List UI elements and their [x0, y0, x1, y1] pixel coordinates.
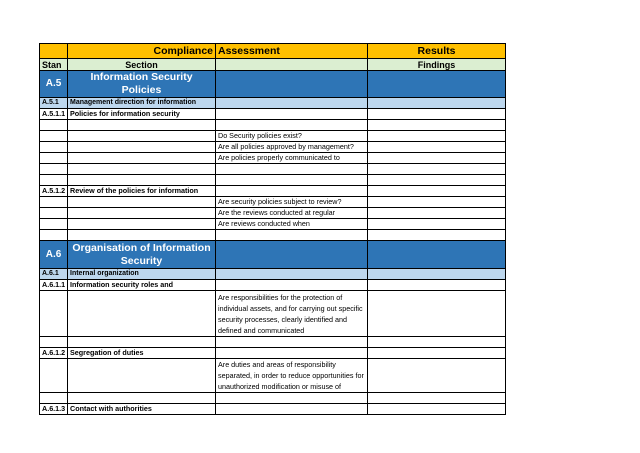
question-cell[interactable]: Are reviews conducted when: [216, 219, 368, 230]
compliance-sheet: [39, 43, 506, 415]
cell-blank[interactable]: [368, 280, 506, 291]
question-row: [40, 219, 506, 230]
header-row-title: [40, 44, 506, 59]
finding-cell[interactable]: [368, 197, 506, 208]
question-cell[interactable]: Are security policies subject to review?: [216, 197, 368, 208]
header-row-columns: [40, 59, 506, 71]
question-cell[interactable]: Do Security policies exist?: [216, 131, 368, 142]
question-row: [40, 131, 506, 142]
subsection-title[interactable]: Internal organization: [68, 269, 216, 280]
control-title[interactable]: Information security roles and: [68, 280, 216, 291]
subsection-title[interactable]: Management direction for information: [68, 98, 216, 109]
control-title[interactable]: Policies for information security: [68, 109, 216, 120]
blank-row: [40, 337, 506, 348]
question-cell[interactable]: Are policies properly communicated to: [216, 153, 368, 164]
cell-blank[interactable]: [216, 98, 368, 109]
section-number[interactable]: A.6: [40, 241, 68, 269]
control-row: [40, 404, 506, 415]
section-title[interactable]: Organisation of Information Security: [68, 241, 216, 269]
subsection-row: [40, 98, 506, 109]
cell-blank[interactable]: [216, 59, 368, 71]
cell-blank[interactable]: [368, 186, 506, 197]
control-row: [40, 109, 506, 120]
question-row: [40, 359, 506, 393]
question-cell[interactable]: Are responsibilities for the protection of individual assets, and for carrying out specific security processes, clearly identified and defined and communicated: [216, 291, 368, 337]
cell-blank[interactable]: [216, 348, 368, 359]
subsection-number[interactable]: A.5.1: [40, 98, 68, 109]
control-title[interactable]: Contact with authorities: [68, 404, 216, 415]
blank-row: [40, 175, 506, 186]
header-assessment[interactable]: Assessment: [216, 44, 368, 59]
finding-cell[interactable]: [368, 208, 506, 219]
finding-cell[interactable]: [368, 131, 506, 142]
cell-blank[interactable]: [216, 71, 368, 98]
cell-blank[interactable]: [216, 280, 368, 291]
control-number[interactable]: A.5.1.1: [40, 109, 68, 120]
finding-cell[interactable]: [368, 219, 506, 230]
question-cell[interactable]: Are duties and areas of responsibility separated, in order to reduce opportunities for unauthorized modification or misuse of: [216, 359, 368, 393]
cell-blank[interactable]: [216, 186, 368, 197]
question-cell[interactable]: Are the reviews conducted at regular: [216, 208, 368, 219]
cell-blank[interactable]: [368, 98, 506, 109]
cell-blank[interactable]: [216, 109, 368, 120]
cell-blank[interactable]: [368, 269, 506, 280]
cell-blank[interactable]: [40, 44, 68, 59]
blank-row: [40, 120, 506, 131]
control-number[interactable]: A.6.1.3: [40, 404, 68, 415]
question-row: [40, 142, 506, 153]
cell-blank[interactable]: [216, 241, 368, 269]
subsection-number[interactable]: A.6.1: [40, 269, 68, 280]
header-results[interactable]: Results: [368, 44, 506, 59]
blank-row: [40, 230, 506, 241]
control-title[interactable]: Segregation of duties: [68, 348, 216, 359]
question-cell[interactable]: Are all policies approved by management?: [216, 142, 368, 153]
cell-blank[interactable]: [368, 348, 506, 359]
control-row: [40, 348, 506, 359]
finding-cell[interactable]: [368, 142, 506, 153]
cell-blank[interactable]: [368, 241, 506, 269]
header-compliance[interactable]: Compliance: [68, 44, 216, 59]
cell-blank[interactable]: [216, 269, 368, 280]
question-row: [40, 208, 506, 219]
section-title[interactable]: Information Security Policies: [68, 71, 216, 98]
header-section[interactable]: Section: [68, 59, 216, 71]
blank-row: [40, 393, 506, 404]
question-row: [40, 153, 506, 164]
control-row: [40, 280, 506, 291]
control-number[interactable]: A.6.1.1: [40, 280, 68, 291]
control-number[interactable]: A.5.1.2: [40, 186, 68, 197]
header-stan[interactable]: Stan: [40, 59, 68, 71]
question-row: [40, 197, 506, 208]
section-row-a5: [40, 71, 506, 98]
finding-cell[interactable]: [368, 359, 506, 393]
control-title[interactable]: Review of the policies for information: [68, 186, 216, 197]
cell-blank[interactable]: [368, 71, 506, 98]
cell-blank[interactable]: [216, 404, 368, 415]
section-number[interactable]: A.5: [40, 71, 68, 98]
control-row: [40, 186, 506, 197]
question-row: [40, 291, 506, 337]
finding-cell[interactable]: [368, 291, 506, 337]
control-number[interactable]: A.6.1.2: [40, 348, 68, 359]
cell-blank[interactable]: [368, 404, 506, 415]
cell-blank[interactable]: [368, 109, 506, 120]
subsection-row: [40, 269, 506, 280]
header-findings[interactable]: Findings: [368, 59, 506, 71]
section-row-a6: [40, 241, 506, 269]
blank-row: [40, 164, 506, 175]
finding-cell[interactable]: [368, 153, 506, 164]
